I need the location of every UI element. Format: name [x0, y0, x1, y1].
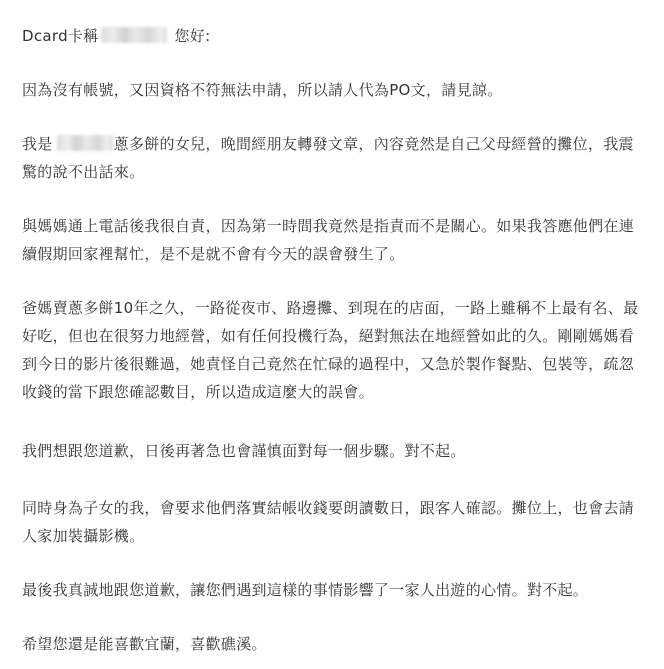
paragraph-4: 爸媽賣蔥多餅10年之久，一路從夜市、路邊攤、到現在的店面，一路上雖稱不上最有名、最好吃，但也在很努力地經營，如有任何投機行為，絕對無法在地經營如此的久。剛剛媽媽看到今日的影片後很難過，她責怪自己竟然在忙碌的過程中，又急於製作餐點、包裝等，疏忽收錢的當下跟您確認數目，所以造成這麼大的誤會。: [22, 299, 639, 401]
paragraph-7: 最後我真誠地跟您道歉，讓您們遇到這樣的事情影響了一家人出遊的心情。對不起。: [22, 581, 589, 599]
greeting-suffix: 您好:: [174, 27, 211, 45]
paragraph-2-prefix: 我是: [22, 135, 53, 153]
redacted-name-blur: [101, 27, 167, 43]
paragraph-3: 與媽媽通上電話後我很自責，因為第一時間我竟然是指責而不是關心。如果我答應他們在連續假期回家裡幫忙，是不是就不會有今天的誤會發生了。: [22, 217, 635, 263]
redacted-name-blur: [57, 135, 113, 151]
paragraph-1: 因為沒有帳號，又因資格不符無法申請，所以請人代為PO文，請見諒。: [22, 81, 503, 99]
paragraph-2: [22, 130, 647, 186]
paragraph-6: 同時身為子女的我，會要求他們落實結帳收錢要朗讀數日，跟客人確認。攤位上，也會去請人家加裝攝影機。: [22, 499, 635, 545]
greeting-prefix: Dcard卡稱: [22, 27, 99, 45]
greeting-line: [22, 22, 647, 50]
paragraph-2-rest: 蔥多餅的女兒，晚間經朋友轉發文章，內容竟然是自己父母經營的攤位，我震驚的說不出話來。: [22, 135, 634, 181]
paragraph-5: 我們想跟您道歉，日後再著急也會謹慎面對每一個步驟。對不起。: [22, 442, 466, 460]
paragraph-8: 希望您還是能喜歡宜蘭，喜歡礁溪。: [22, 635, 267, 653]
